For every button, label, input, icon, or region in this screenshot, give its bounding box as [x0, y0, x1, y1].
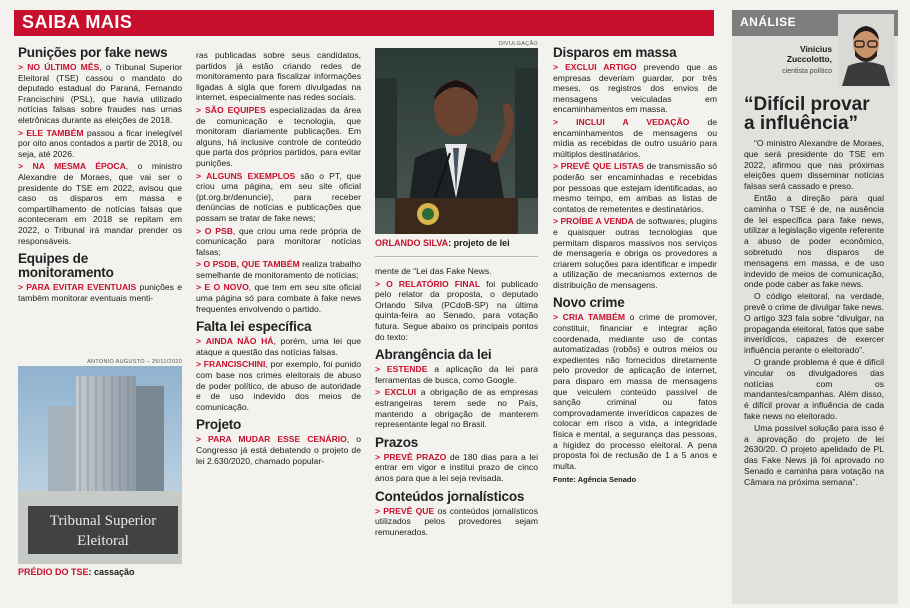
photo-credit-orlando: DIVULGAÇÃO	[498, 41, 538, 47]
caption-keyword: PRÉDIO DO TSE	[18, 567, 89, 577]
paragraph: ras publicadas sobre seus candidatos, partidos já estão criando redes de monitoramento para fiscalizar informações ligadas à sigla que forem divulgadas na internet, especialmente nas redes sociais.	[196, 50, 361, 103]
column-2	[196, 50, 361, 468]
source-note: Fonte: Agência Senado	[553, 475, 637, 485]
paragraph-text: de 180 dias para a lei entrar em vigor e institui prazo de cinco anos para que a lei seja revisada.	[375, 451, 538, 483]
paragraph: mente de “Lei das Fake News.	[375, 266, 492, 276]
paragraph: > ALGUNS EXEMPLOS são o PT, que criou uma página, em seu site oficial (pt.org.br/denuncie), para receber denúncias de notícias e publicações que possam se tratar de fake news;	[196, 170, 361, 223]
keyword: O PSB	[204, 225, 233, 236]
paragraph: > O RELATÓRIO FINAL foi publicado pelo relator da proposta, o deputado Orlando Silva (PCdoB-SP) na última quinta-feira ao Senado, para votação futura. Segue abaixo os principais pontos do texto:	[375, 278, 538, 342]
paragraph: > PARA MUDAR ESSE CENÁRIO, o Congresso já está debatendo o projeto de lei 2.630/2020, chamado popular-	[196, 434, 361, 466]
paragraph-text: , por exemplo, foi punido com base nos crimes eleitorais de abuso de poder político, de abuso de autoridade e de uso indevido dos meios de comunicação.	[196, 359, 361, 412]
paragraph: > ELE TAMBÉM passou a ficar inelegível por oito anos contados a partir de 2018, ou seja, até 2026.	[18, 127, 182, 159]
author-role: cientista político	[782, 68, 832, 75]
paragraph-text: , o ministro Alexandre de Moraes, que vai ser o presidente do TSE em 2022, avisou que caso os disparos em massa e compartilhamento de notícias falsas que aconteceram em 2018 se repitam em 2022, o Tribunal irá mandar prender os responsáveis.	[18, 161, 182, 246]
analysis-paragraph: Então a direção para qual caminha o TSE é de, na ausência de lei específica para fake news, utilizar a legislação vigente referente a abuso de poder econômico, sobretudo nos disparos de mensagens em massa, e de uso indevido de meios de comunicação, onde pode caber as fake news.	[744, 192, 884, 290]
heading-prazos: Prazos	[375, 434, 419, 450]
building-sign-line1: Tribunal Superior	[49, 513, 157, 529]
paragraph: > INCLUI A VEDAÇÃO de encaminhamentos de mensagens ou mídia as recebidas de outro usuário para múltiplos destinatários.	[553, 116, 718, 159]
caption-orlando	[375, 238, 538, 248]
paragraph: > SÃO EQUIPES especializadas da área de comunicação e tecnologia, que monitoram diariamente publicações. Em alguns, há inclusive controle de conteúdo que parta dos próprios partidos, para evitar punições.	[196, 104, 362, 168]
section-title: SAIBA MAIS	[22, 12, 133, 32]
paragraph-text: , o Tribunal Superior Eleitoral (TSE) cassou o mandato do deputado estadual do Paraná, Fernando Francischini (PSL), que havia utilizado notícias falsas sobre fraudes nas urnas eletrônicas durante as eleições de 2018.	[18, 62, 182, 125]
heading-projeto: Projeto	[196, 417, 242, 433]
author-portrait	[838, 14, 894, 86]
heading-disparos: Disparos em massa	[553, 45, 677, 60]
paragraph: > E O NOVO, que tem em seu site oficial uma página só para combate à fake news frequentes envolvendo o partido.	[196, 282, 362, 314]
author-name-line1: Vinicius	[800, 44, 832, 54]
keyword: PREVÊ QUE LISTAS	[560, 161, 644, 172]
analysis-body	[744, 138, 884, 489]
orlando-silva-photo	[375, 48, 538, 234]
analysis-paragraph: O grande problema é que é difícil vincular os divulgadores das notícias com os mandantes/campanhas. Além disso, é difícil provar a influência de cada fake news no eleitorado.	[744, 356, 884, 421]
paragraph-text: punições e também monitorar eventuais menti-	[18, 282, 182, 303]
keyword: O PSDB, QUE TAMBÉM	[203, 259, 300, 270]
paragraph-text: realiza trabalho semelhante de monitoramento de notícias;	[196, 259, 362, 280]
paragraph-text: especializadas da área de comunicação e tecnologia, que monitoram diariamente publicações. Em alguns, há inclusive controle de conteúdo que parta dos próprios partidos, para evitar punições.	[196, 104, 362, 168]
keyword: ELE TAMBÉM	[26, 127, 84, 138]
paragraph-text: , o Congresso já está debatendo o projeto de lei 2.630/2020, chamado popular-	[196, 434, 361, 466]
analysis-paragraph: O código eleitoral, na verdade, prevê o crime de divulgar fake news. O artigo 323 fala sobre “divulgar, na propaganda eleitoral, fatos que sabe inverídicos, capazes de exercer influência perante o eleitorado”.	[744, 291, 884, 356]
keyword: PREVÊ QUE	[383, 505, 435, 516]
paragraph-text: , que criou uma rede própria de comunicação para monitorar notícias falsas;	[196, 225, 362, 257]
paragraph: > EXCLUI a obrigação de as empresas estrangeiras terem sede no País, mantendo a obrigação de manterem representante legal no Brasil.	[375, 387, 538, 430]
paragraph: > PROÍBE A VENDA de softwares, plugins e quaisquer outras tecnologias que permitam disparos massivos nos serviços de mensageria e obriga os provedores a criarem soluções para identificar e impedir a utilização de mecanismos externos de distribuição de mensagens.	[553, 216, 718, 290]
keyword: NA MESMA ÉPOCA	[32, 161, 126, 172]
keyword: PREVÊ PRAZO	[383, 451, 447, 462]
paragraph: > O PSB, que criou uma rede própria de comunicação para monitorar notícias falsas;	[196, 225, 362, 257]
paragraph: > FRANCISCHINI, por exemplo, foi punido com base nos crimes eleitorais de abuso de poder político, de abuso de autoridade e de uso indevido dos meios de comunicação.	[196, 359, 361, 412]
caption-text: : cassação	[88, 567, 135, 577]
keyword: PARA MUDAR ESSE CENÁRIO	[208, 434, 347, 445]
keyword: O RELATÓRIO FINAL	[386, 278, 481, 289]
paragraph: > PREVÊ QUE os conteúdos jornalísticos utilizados pelos provedores sejam remunerados.	[375, 505, 538, 537]
section-header-band	[14, 10, 714, 36]
keyword: PARA EVITAR EVENTUAIS	[26, 282, 137, 293]
caption-tse	[18, 567, 182, 577]
paragraph-text: os conteúdos jornalísticos utilizados pelos provedores sejam remunerados.	[375, 505, 538, 537]
heading-punicoes: Punições por fake news	[18, 45, 168, 60]
paragraph-text: , que tem em seu site oficial uma página só para combate à fake news frequentes envolvendo o partido.	[196, 282, 362, 314]
keyword: EXCLUI ARTIGO	[565, 62, 637, 72]
keyword: AINDA NÃO HÁ	[205, 336, 274, 347]
paragraph: > PREVÊ QUE LISTAS de transmissão só poderão ser encaminhadas e recebidas por pessoas que estejam identificadas, ao mesmo tempo, em ambas as listas de contatos de remetentes e destinatários.	[553, 161, 718, 214]
author-name	[756, 44, 832, 64]
building-sign-line2: Eleitoral	[77, 533, 129, 549]
paragraph: > PREVÊ PRAZO de 180 dias para a lei entrar em vigor e institui prazo de cinco anos para que a lei seja revisada.	[375, 451, 538, 483]
keyword: EXCLUI	[384, 387, 417, 398]
analysis-paragraph: Uma possível solução para isso é a aprovação do projeto de lei 2630/20. O projeto apelidado de PL das Fake News já foi aprovado no Senado e caminha para votação na Câmara na próxima semana”.	[744, 422, 884, 487]
paragraph: > AINDA NÃO HÁ, porém, uma lei que ataque a questão das notícias falsas.	[196, 336, 361, 357]
paragraph-text: de transmissão só poderão ser encaminhadas e recebidas por pessoas que estejam identificadas, ao mesmo tempo, em ambas as listas de contatos de remetentes e destinatários.	[553, 161, 718, 214]
keyword: CRIA TAMBÉM	[562, 312, 626, 323]
paragraph: > CRIA TAMBÉM o crime de promover, constituir, financiar e integrar ação coordenada, mediante uso de contas automatizadas (robôs) e outros meios ou expedientes não fornecidos diretamente pelo provedor de aplicação de internet, para disparo em massa de mensagens que veiculem conteúdo passível de sanção criminal ou fatos comprovadamente inverídicos capazes de colocar em risco a vida, a integridade física e mental, a segurança das pessoas, a higidez do processo eleitoral. A pena proposta foi de reclusão de 1 a 5 anos e multa.	[553, 312, 717, 471]
paragraph-text: de softwares, plugins e quaisquer outras tecnologias que permitam disparos massivos nos serviços de mensageria e obriga os provedores a criarem soluções para identificar e impedir a utilização de mecanismos externos de distribuição de mensagens.	[553, 216, 718, 290]
photo-credit-tse: ANTONIO AUGUSTO – 25/11/2020	[87, 359, 182, 365]
paragraph: > PARA EVITAR EVENTUAIS punições e também monitorar eventuais menti-	[18, 282, 182, 303]
caption-keyword: ORLANDO SILVA	[375, 238, 449, 248]
heading-equipes: Equipes de monitoramento	[18, 251, 114, 281]
paragraph-text: a obrigação de as empresas estrangeiras terem sede no País, mantendo a obrigação de manterem representante legal no Brasil.	[375, 387, 538, 430]
paragraph-text: são o PT, que criou uma página, em seu site oficial (pt.org.br/denuncie), para receber denúncias de notícias e publicações que possam se tratar de fake news;	[196, 170, 361, 223]
keyword: FRANCISCHINI	[203, 359, 266, 370]
tse-building-photo	[18, 366, 182, 564]
paragraph-text: de encaminhamentos de mensagens ou mídia as recebidas de outro usuário para múltiplos destinatários.	[553, 116, 718, 159]
column-3	[375, 266, 538, 539]
paragraph: > NA MESMA ÉPOCA, o ministro Alexandre de Moraes, que vai ser o presidente do TSE em 2022, avisou que caso os disparos em massa e compartilhamento de notícias falsas que aconteceram em 2018 se repitam em 2022, o Tribunal irá mandar prender os responsáveis.	[18, 161, 182, 246]
heading-novo-crime: Novo crime	[553, 295, 625, 311]
paragraph-text: a aplicação da lei para ferramentas de busca, como Google.	[375, 364, 538, 385]
column-1	[18, 40, 182, 305]
keyword: SÃO EQUIPES	[205, 104, 266, 115]
paragraph: > O PSDB, QUE TAMBÉM realiza trabalho semelhante de monitoramento de notícias;	[196, 259, 362, 280]
paragraph-text: o crime de promover, constituir, financiar e integrar ação coordenada, mediante uso de contas automatizadas (robôs) e outros meios ou expedientes não fornecidos diretamente pelo provedor de aplicação de internet, para disparo em massa de mensagens que veiculem conteúdo passível de sanção criminal ou fatos comprovadamente inverídicos capazes de colocar em risco a vida, a integridade física e mental, a segurança das pessoas, a higidez do processo eleitoral. A pena proposta foi de reclusão de 1 a 5 anos e multa.	[553, 312, 717, 471]
heading-abrangencia: Abrangência da lei	[375, 347, 492, 363]
paragraph-text: prevendo que as empresas deveriam guardar, por três meses, os registros dos envios de mensagens veiculadas em encaminhamentos em massa.	[553, 62, 718, 115]
paragraph-text: passou a ficar inelegível por oito anos contados a partir de 2018, ou seja, até 2026.	[18, 127, 182, 159]
paragraph: > NO ÚLTIMO MÊS, o Tribunal Superior Eleitoral (TSE) cassou o mandato do deputado estadual do Paraná, Fernando Francischini (PSL), que havia utilizado notícias falsas sobre fraudes nas urnas eletrônicas durante as eleições de 2018.	[18, 62, 182, 125]
keyword: ALGUNS EXEMPLOS	[206, 170, 296, 181]
heading-falta-lei: Falta lei específica	[196, 319, 312, 335]
keyword: PROÍBE A VENDA	[560, 216, 634, 227]
divider	[375, 256, 538, 257]
paragraph: > EXCLUI ARTIGO prevendo que as empresas deveriam guardar, por três meses, os registros dos envios de mensagens veiculadas em encaminhamentos em massa.	[553, 62, 718, 115]
caption-text: : projeto de lei	[448, 238, 510, 248]
column-4	[553, 40, 717, 488]
analysis-headline: “Difícil provar a influência”	[744, 94, 870, 134]
paragraph-text: foi publicado pelo relator da proposta, o deputado Orlando Silva (PCdoB-SP) na última quinta-feira ao Senado, para votação futura. Segue abaixo os principais pontos do texto:	[375, 278, 538, 342]
paragraph-text: , porém, uma lei que ataque a questão das notícias falsas.	[196, 336, 361, 357]
author-name-line2: Zuccolotto,	[786, 54, 832, 64]
analysis-label: ANÁLISE	[740, 15, 797, 29]
keyword: ESTENDE	[386, 364, 428, 375]
paragraph: > ESTENDE a aplicação da lei para ferramentas de busca, como Google.	[375, 364, 538, 385]
keyword: E O NOVO	[204, 282, 249, 293]
heading-conteudos: Conteúdos jornalísticos	[375, 488, 525, 504]
keyword: NO ÚLTIMO MÊS	[27, 62, 100, 72]
keyword: INCLUI A VEDAÇÃO	[576, 116, 690, 127]
analysis-paragraph: “O ministro Alexandre de Moraes, que será presidente do TSE em 2022, afirmou que nas próximas eleições quem disseminar notícias falsas será cassado e preso.	[744, 138, 884, 192]
